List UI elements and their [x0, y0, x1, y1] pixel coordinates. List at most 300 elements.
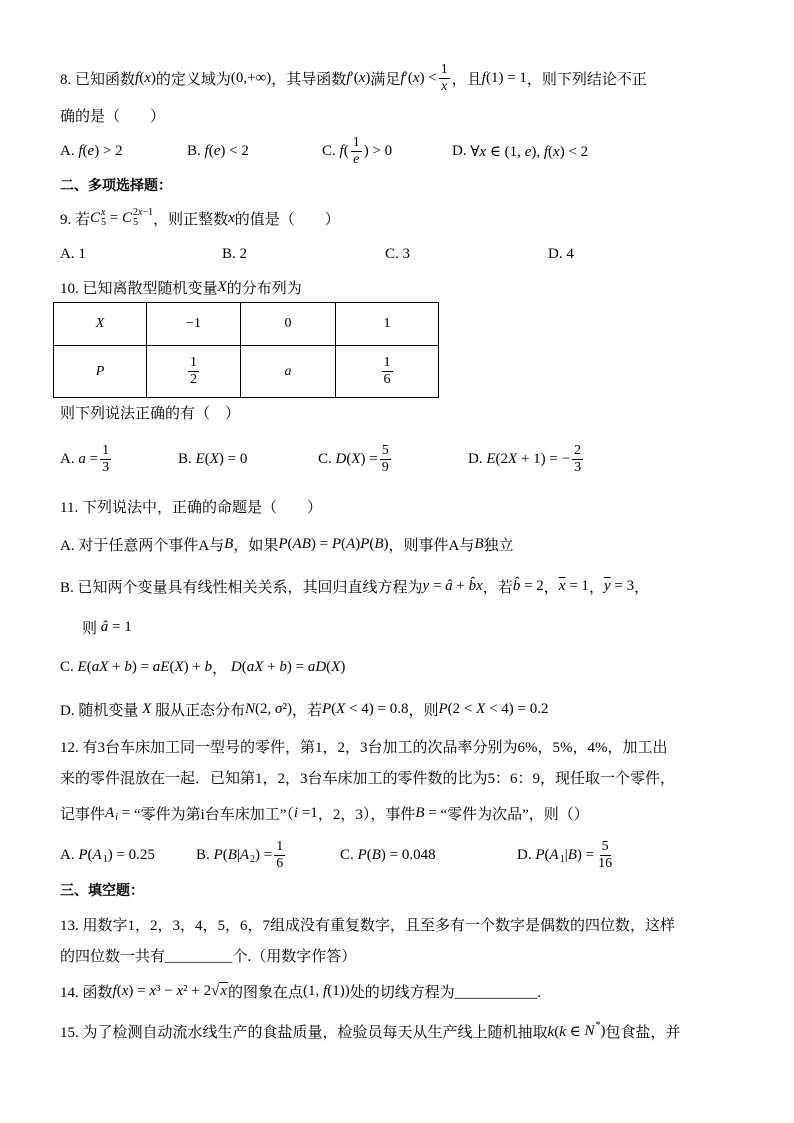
scripted-symbol — [122, 208, 153, 228]
q12-stem-line1 — [60, 736, 668, 756]
text-run: B. 2 — [222, 245, 248, 262]
scripted-symbol — [90, 208, 106, 228]
math-expression: ) > 0 — [363, 142, 393, 159]
math-variable: i — [115, 812, 118, 823]
math-expression — [218, 279, 227, 296]
math-variable: e — [87, 142, 95, 159]
math-variable: B — [224, 535, 234, 552]
math-expression: = — [117, 804, 134, 821]
q10-option-d — [468, 442, 585, 475]
math-expression — [228, 210, 235, 227]
math-expression: N(2, σ²) — [245, 700, 292, 717]
q11-option-c — [60, 657, 345, 677]
subscript: 2 — [250, 854, 256, 865]
math-variable: b — [204, 658, 213, 675]
text-run: 10. 已知离散型随机变量 — [60, 280, 218, 297]
text-run: 满足 — [370, 71, 401, 88]
fraction-denominator — [351, 152, 361, 168]
math-variable: P — [535, 846, 545, 863]
math-variable: a — [284, 363, 292, 379]
square-root: √x — [211, 982, 228, 999]
text-run: A. — [60, 846, 79, 863]
math-variable: X — [209, 450, 219, 467]
text-run: D. — [517, 846, 536, 863]
math-variable: B — [415, 804, 425, 821]
math-expression: â = 1 — [100, 618, 132, 635]
fraction — [382, 355, 393, 388]
math-expression: P(B| — [213, 846, 240, 863]
fraction-denominator: 3 — [574, 459, 582, 475]
text-run: ，其导函数 — [271, 71, 347, 88]
text-run: 处的切线方程为___________. — [349, 984, 541, 1001]
q11-option-a — [60, 534, 514, 554]
math-variable: b̂ — [468, 577, 477, 594]
text-run: 独立 — [483, 537, 514, 554]
math-variable: B — [374, 535, 384, 552]
scripts — [133, 208, 153, 228]
text-run: D. 4 — [548, 245, 574, 262]
math-variable: x — [553, 143, 560, 160]
text-run: 14. 函数 — [60, 984, 113, 1001]
math-variable: x — [144, 69, 151, 86]
math-variable: C — [122, 209, 133, 226]
math-variable: a — [91, 658, 100, 675]
text-run: 1 — [383, 316, 391, 331]
mean-symbol — [604, 578, 611, 595]
math-expression: P( — [535, 846, 550, 863]
math-variable: x — [479, 143, 487, 160]
fraction-denominator: 6 — [276, 855, 284, 871]
table-cell — [336, 303, 439, 346]
text-run: D. — [468, 450, 487, 467]
radicand — [219, 982, 228, 999]
text-run: ，若 — [482, 579, 513, 596]
script-base — [105, 805, 114, 822]
math-variable: b — [279, 658, 287, 675]
math-variable: k — [547, 1023, 555, 1040]
text-run: C. — [322, 142, 340, 159]
text-run: ，则下列结论不正 — [526, 71, 647, 88]
q11-option-b-line2 — [82, 617, 132, 637]
q12-option-a — [60, 845, 155, 865]
fraction-denominator: 2 — [190, 372, 197, 387]
table-cell — [241, 346, 336, 398]
q9-option-a — [60, 244, 86, 264]
math-variable: P — [357, 846, 367, 863]
math-variable: E — [486, 450, 496, 467]
q9-option-b — [222, 244, 247, 264]
text-run: C. — [340, 846, 358, 863]
text-run: 的四位数一共有_________个.（用数字作答） — [60, 948, 357, 965]
math-variable: â — [445, 577, 453, 594]
q12-option-c — [340, 845, 436, 865]
text-run: 的值是（ ） — [234, 211, 340, 228]
math-variable: f — [543, 143, 549, 160]
text-run: ，则事件A与 — [388, 537, 475, 554]
math-variable: P — [278, 535, 288, 552]
math-variable: x — [138, 207, 143, 218]
text-run: 11. 下列说法中，正确的命题是（ ） — [60, 499, 322, 516]
math-variable: N — [245, 700, 256, 717]
math-expression: D(X) = — [335, 450, 378, 467]
math-variable: P — [213, 846, 223, 863]
math-variable: f — [323, 982, 328, 999]
q15-stem — [60, 1021, 681, 1041]
text-run: A. — [60, 450, 79, 467]
math-variable: B — [474, 535, 484, 552]
math-expression: (0,+∞) — [230, 69, 272, 86]
math-variable: A — [92, 846, 102, 863]
q10-stem — [60, 277, 302, 297]
math-variable: P — [95, 363, 105, 379]
math-variable: x — [121, 982, 129, 999]
q12-option-b — [196, 838, 287, 871]
math-expression: P(B) = 0.048 — [357, 846, 436, 863]
fraction-denominator: 3 — [102, 459, 110, 475]
text-run: 8. 已知函数 — [60, 71, 136, 88]
math-expression: k(k ∈ — [547, 1023, 585, 1040]
distribution-table — [53, 302, 439, 398]
q10-option-a — [60, 442, 113, 475]
section-heading-fill-in: 三、填空题： — [60, 883, 144, 899]
math-variable: b̂ — [512, 577, 521, 594]
math-expression: f(e) > 2 — [78, 142, 123, 159]
fraction-numerator: 1 — [440, 61, 448, 77]
text-run: ，2，3），事件 — [317, 806, 416, 823]
text-run: 的图象在点 — [228, 984, 304, 1001]
q13-stem-line1 — [60, 914, 675, 934]
fraction-numerator: 5 — [381, 442, 389, 458]
scripted-symbol — [93, 845, 108, 865]
math-variable: x — [220, 982, 228, 999]
math-variable: E — [160, 658, 170, 675]
script-base — [240, 847, 249, 864]
fraction-numerator: 1 — [383, 355, 391, 370]
math-variable: X — [174, 658, 184, 675]
table-cell — [54, 346, 147, 398]
math-variable: P — [360, 535, 370, 552]
math-expression: P(AB) = P(A)P(B) — [278, 535, 389, 552]
text-run: C. 3 — [385, 245, 411, 262]
q10-option-c — [318, 442, 393, 475]
text-run: B. — [196, 846, 214, 863]
math-variable: σ — [275, 700, 283, 717]
fraction-numerator: 1 — [190, 355, 197, 370]
math-expression: i =1 — [293, 804, 318, 821]
q12-stem-line3 — [60, 803, 589, 823]
text-run: A. 对于任意两个事件A与 — [60, 537, 225, 554]
text-run: ，如果 — [233, 537, 279, 554]
text-run: 则下列说法正确的有（ ） — [60, 405, 241, 422]
script-base — [584, 1023, 594, 1040]
math-variable: f — [204, 142, 209, 159]
math-expression — [224, 536, 233, 553]
math-variable: $\overline{y}$ — [603, 577, 611, 594]
math-variable: E — [195, 450, 205, 467]
q11-option-b-line1 — [60, 576, 649, 596]
fraction — [188, 355, 199, 388]
math-variable: X — [336, 700, 346, 717]
text-run: ， — [634, 579, 650, 596]
text-run: ，且 — [451, 71, 482, 88]
math-expression: (1, f(1)) — [303, 982, 350, 999]
math-variable: f — [112, 982, 117, 999]
text-run: “零件为第i台车床加工”（ — [133, 806, 294, 823]
fraction-numerator: 2 — [574, 442, 582, 458]
fraction-numerator: 1 — [352, 134, 360, 150]
q10-option-b — [178, 449, 247, 469]
math-expression: ∀x ∈ (1, e), f(x) < 2 — [470, 143, 589, 160]
text-run: D. 随机变量 — [60, 702, 143, 719]
text-run: ，则 — [408, 702, 439, 719]
math-variable: x — [149, 982, 156, 999]
text-run: ， — [212, 660, 231, 677]
fraction — [596, 839, 614, 872]
math-variable: A — [346, 535, 356, 552]
math-variable: a — [152, 658, 161, 675]
q11-stem — [60, 496, 322, 516]
text-run: D. — [452, 142, 471, 159]
table-cell — [147, 303, 241, 346]
table-row — [54, 303, 439, 346]
math-variable: f — [135, 69, 140, 86]
math-expression: ) = 0.25 — [107, 846, 155, 863]
table-cell — [54, 303, 147, 346]
math-variable: X — [99, 658, 109, 675]
math-expression: f(x) = x³ − x² + 2 — [112, 982, 212, 999]
q8-stem-line1 — [60, 61, 647, 94]
math-expression: ) — [600, 1022, 606, 1039]
text-run: 记事件 — [60, 806, 106, 823]
text-run: ， — [543, 579, 559, 596]
fraction-denominator: 9 — [381, 459, 389, 475]
math-expression: ) = — [255, 846, 273, 863]
table-cell — [241, 303, 336, 346]
math-expression: = — [106, 209, 122, 226]
fraction-numerator: 5 — [601, 838, 609, 854]
text-run: ，若 — [291, 702, 322, 719]
mean-symbol — [559, 578, 566, 595]
text-run: 9. 若 — [60, 211, 91, 228]
text-run: 15. 为了检测自动流水线生产的食盐质量，检验员每天从生产线上随机抽取 — [60, 1024, 548, 1041]
script-base — [122, 210, 132, 227]
math-variable: x — [441, 78, 448, 94]
math-expression — [415, 805, 424, 822]
math-variable: i — [293, 804, 299, 821]
math-variable: e — [353, 151, 360, 167]
math-variable: E — [77, 658, 87, 675]
section-heading-multiple-choice: 二、多项选择题： — [60, 178, 172, 194]
math-variable: B — [371, 846, 381, 863]
math-variable: f — [78, 142, 83, 159]
table-cell — [336, 346, 439, 398]
math-variable: a — [246, 658, 255, 675]
math-variable: f — [346, 69, 351, 86]
math-variable: e — [524, 143, 532, 160]
math-variable: X — [254, 658, 264, 675]
math-variable: P — [321, 700, 332, 717]
math-variable: y — [422, 577, 430, 594]
text-run: B. — [178, 450, 196, 467]
math-expression: E(aX + b) = aE(X) + b — [77, 658, 213, 675]
math-expression: y = â + b̂x — [422, 577, 483, 594]
q9-option-d — [548, 244, 574, 264]
superscript: 2x−1 — [133, 207, 154, 218]
text-run: B. — [187, 142, 205, 159]
math-variable: k — [559, 1023, 566, 1040]
math-variable: X — [476, 700, 486, 717]
math-variable: A — [105, 804, 115, 821]
math-expression: P(X < 4) = 0.8 — [321, 700, 409, 717]
q12-stem-line2 — [60, 767, 675, 787]
fraction-denominator: 16 — [598, 855, 613, 871]
q8-stem-line2 — [60, 105, 165, 125]
fraction — [439, 62, 450, 95]
text-run: −1 — [186, 316, 201, 331]
math-variable: N — [584, 1022, 595, 1039]
math-expression: = 3 — [610, 577, 635, 594]
math-variable: B — [301, 535, 311, 552]
text-run: C. — [60, 658, 78, 675]
math-variable: X — [508, 450, 518, 467]
math-expression: E(X) = 0 — [195, 450, 248, 467]
text-run: 的定义域为 — [155, 71, 231, 88]
math-expression: f′(x) — [346, 69, 371, 86]
fraction — [100, 443, 111, 476]
subscript: 1 — [559, 854, 565, 865]
fraction — [351, 135, 362, 168]
math-expression: P(2 < X < 4) = 0.2 — [438, 700, 549, 717]
math-expression: = 1 — [565, 577, 589, 594]
table-cell — [147, 346, 241, 398]
text-run: 包食盐，并 — [605, 1024, 681, 1041]
scripted-symbol — [240, 845, 255, 865]
math-expression: = — [424, 804, 441, 821]
math-variable: e — [213, 142, 221, 159]
math-expression: b̂ = 2 — [512, 577, 544, 594]
subscript: 1 — [102, 854, 108, 865]
fraction — [274, 839, 285, 872]
math-variable: C — [90, 209, 101, 226]
math-variable: P — [78, 846, 88, 863]
math-expression — [96, 316, 105, 331]
math-variable: x — [358, 69, 366, 86]
math-expression: f(x) — [135, 69, 156, 86]
math-expression: a = — [78, 450, 99, 467]
math-variable: P — [438, 700, 448, 717]
math-variable: a — [78, 450, 86, 467]
math-variable: D — [315, 658, 327, 675]
math-variable: A — [239, 846, 250, 863]
math-variable: X — [217, 278, 227, 295]
script-base — [93, 847, 102, 864]
math-expression — [285, 364, 292, 379]
text-run: B. 已知两个变量具有线性相关关系，其回归直线方程为 — [60, 579, 423, 596]
q8-option-b — [187, 141, 249, 161]
scripted-symbol — [550, 845, 565, 865]
text-run: A. 1 — [60, 245, 86, 262]
math-expression — [96, 364, 105, 379]
fraction-denominator: 6 — [383, 372, 391, 387]
q12-option-d — [517, 838, 616, 871]
math-variable: b — [124, 658, 132, 675]
scripted-symbol — [584, 1021, 600, 1041]
text-run: 确的是（ ） — [60, 108, 166, 125]
subscript: 5 — [133, 217, 139, 228]
math-variable: B — [567, 846, 577, 863]
math-variable: X — [95, 316, 105, 331]
fraction-numerator: 1 — [102, 442, 110, 458]
text-run: 来的零件混放在一起．已知第1，2，3台车床加工的零件数的比为5：6：9，现任取一个零件， — [60, 770, 676, 787]
math-expression: |B) = — [564, 846, 595, 863]
text-run: 的分布列为 — [226, 280, 302, 297]
text-run: 13. 用数字1，2，3，4，5，6，7组成没有重复数字，且至多有一个数字是偶数的四位数，这样 — [60, 917, 676, 934]
math-variable: â — [100, 618, 109, 635]
math-variable: a — [307, 658, 316, 675]
math-variable: x — [101, 207, 106, 218]
math-variable: x — [176, 982, 184, 999]
q14-stem — [60, 981, 541, 1001]
text-run: ，则正整数 — [153, 211, 229, 228]
text-run: 12. 有3台车床加工同一型号的零件，第1，2，3台加工的次品率分别为6%，5%，4%，加工出 — [60, 739, 668, 756]
math-variable: f — [339, 142, 344, 159]
math-variable: A — [549, 846, 559, 863]
scripted-symbol — [105, 803, 118, 823]
math-variable: f — [481, 69, 486, 86]
math-expression — [474, 536, 483, 553]
text-run: 服从正态分布 — [151, 702, 246, 719]
math-expression: f(e) < 2 — [204, 142, 249, 159]
q11-option-d — [60, 699, 548, 719]
text-run: C. — [318, 450, 336, 467]
math-variable: X — [331, 658, 341, 675]
q9-option-c — [385, 244, 410, 264]
script-base — [550, 847, 559, 864]
text-run: 0 — [284, 316, 292, 331]
fraction — [572, 443, 583, 476]
math-variable: P — [331, 535, 342, 552]
q9-stem — [60, 208, 340, 228]
q8-option-d — [452, 141, 588, 161]
superscript: * — [595, 1020, 601, 1031]
q13-stem-line2 — [60, 945, 356, 965]
text-run: 则 — [82, 620, 101, 637]
math-expression: P( — [78, 846, 93, 863]
text-run: A. — [60, 142, 79, 159]
math-variable: X — [142, 700, 152, 717]
table-row — [54, 346, 439, 398]
math-expression — [142, 701, 151, 718]
math-expression: f(1) = 1 — [481, 69, 527, 86]
math-variable: x — [228, 209, 235, 226]
math-expression: f′(x) < — [400, 69, 437, 86]
script-base — [90, 210, 100, 227]
math-variable: A — [292, 535, 302, 552]
math-variable: D — [335, 450, 347, 467]
text-run: “零件为次品”，则（） — [440, 806, 589, 823]
math-expression: f( — [339, 142, 349, 159]
q10-prompt — [60, 402, 240, 422]
subscript: 5 — [101, 217, 107, 228]
math-variable: D — [230, 658, 242, 675]
math-variable: $\overline{x}$ — [558, 577, 566, 594]
math-variable: x — [476, 577, 483, 594]
math-variable: X — [351, 450, 361, 467]
math-variable: B — [227, 846, 237, 863]
math-expression: D(aX + b) = aD(X) — [230, 658, 346, 675]
fraction — [380, 443, 391, 476]
fraction-numerator: 1 — [276, 838, 284, 854]
